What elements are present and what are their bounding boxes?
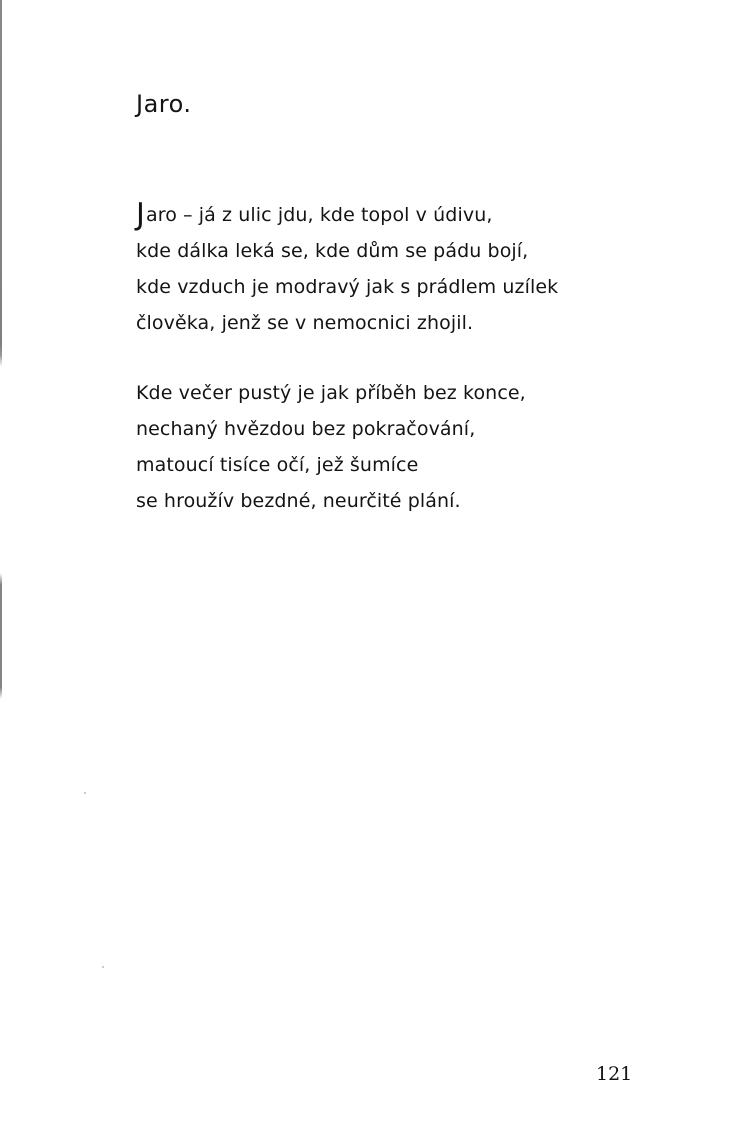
stanza-2 <box>136 375 526 519</box>
verse-line: kde dálka leká se, kde dům se pádu bojí, <box>136 240 529 262</box>
verse-line: člověka, jenž se v nemocnici zhojil. <box>136 312 474 334</box>
verse-line: se hroužív bezdné, neurčité plání. <box>136 490 461 512</box>
verse-line: Kde večer pustý je jak příběh bez konce, <box>136 382 526 404</box>
drop-initial: J <box>136 197 145 232</box>
paper-speck <box>84 792 86 794</box>
verse-line: nechaný hvězdou bez pokračování, <box>136 418 476 440</box>
page-binding-edge <box>0 0 2 1146</box>
page-number: 121 <box>596 1063 633 1085</box>
verse-text: aro – já z ulic jdu, kde topol v údivu, <box>145 204 493 226</box>
stanza-1 <box>136 197 558 341</box>
verse-line: matoucí tisíce očí, jež šumíce <box>136 454 419 476</box>
paper-speck <box>102 966 104 968</box>
poem-title: Jaro. <box>136 90 192 118</box>
verse-line <box>136 197 558 233</box>
verse-line: kde vzduch je modravý jak s prádlem uzílek <box>136 276 559 298</box>
